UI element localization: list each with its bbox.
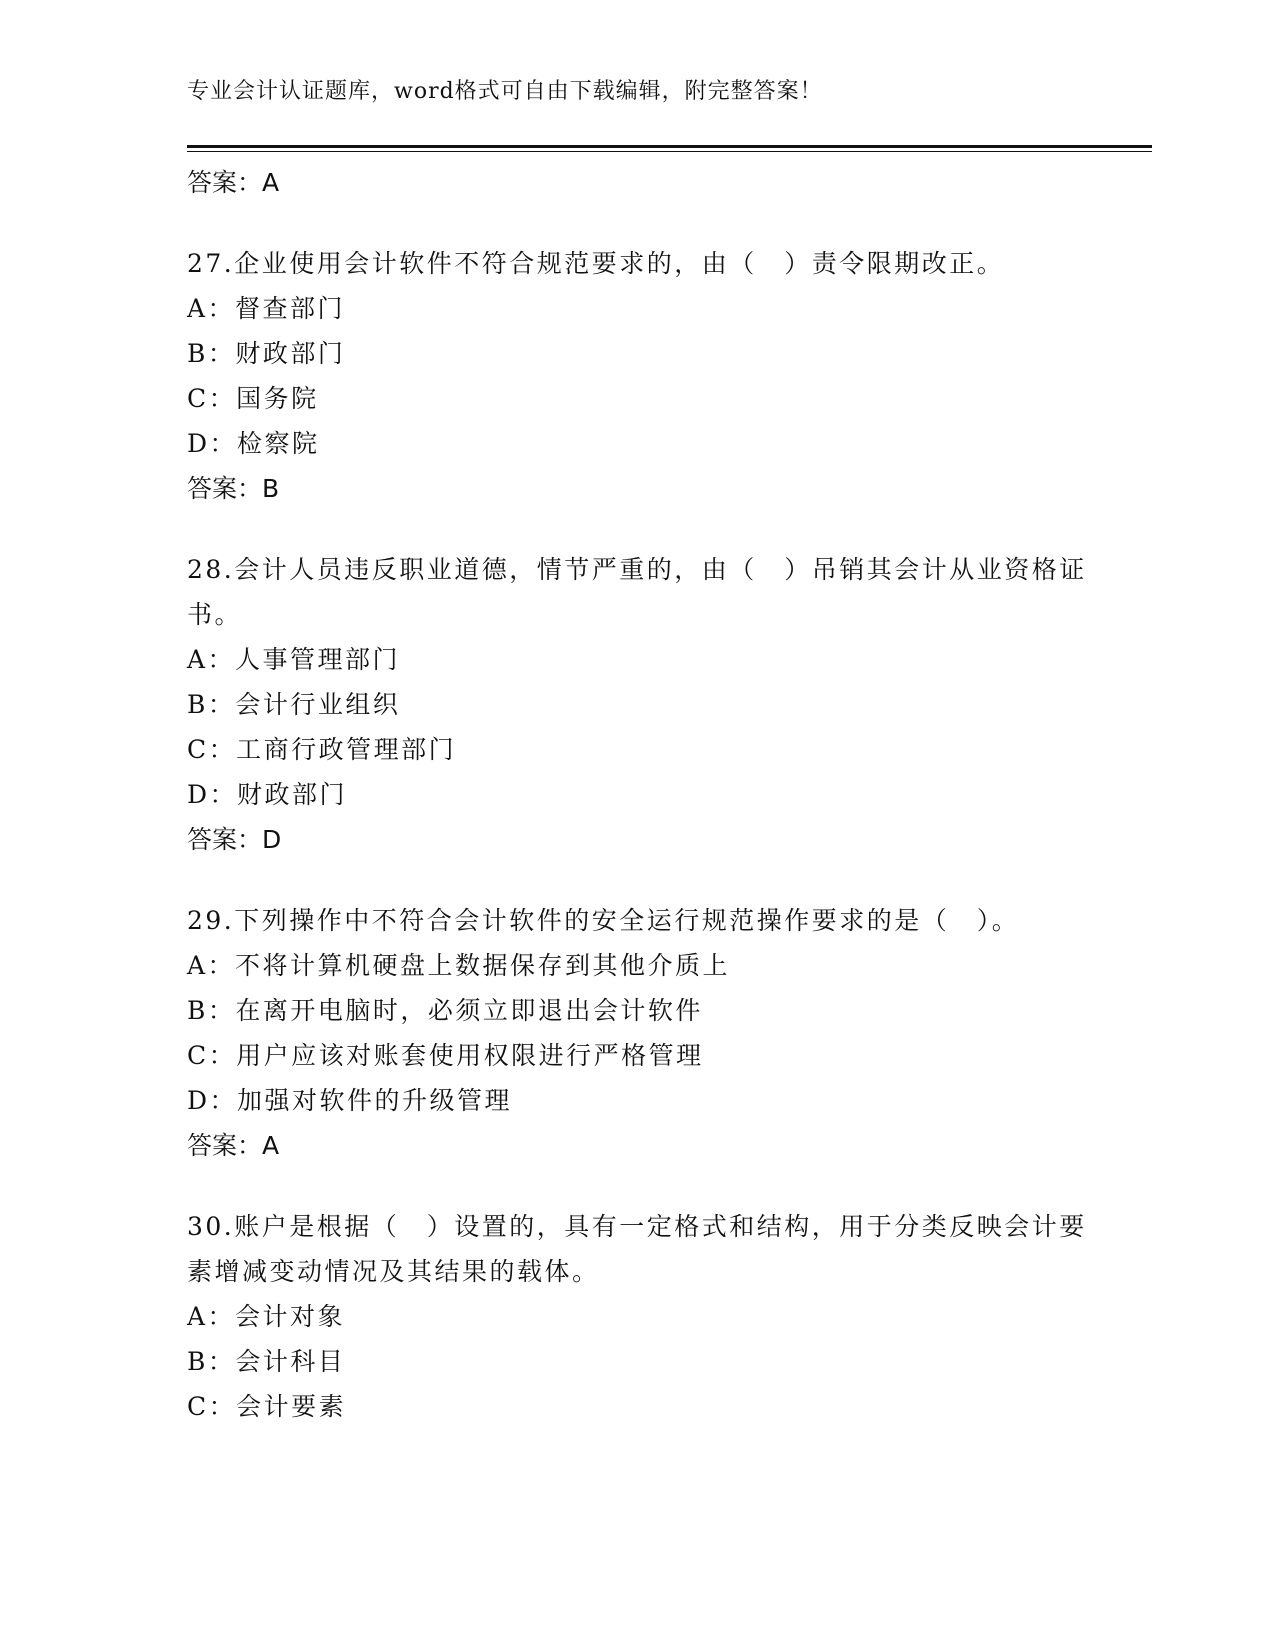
option-b: B：财政部门 (187, 339, 346, 368)
answer-line: 答案：D (187, 825, 282, 854)
question-text: 30.账户是根据（ ）设置的，具有一定格式和结构，用于分类反映会计要素增减变动情况及其结果的载体。 (187, 1212, 1087, 1286)
option-d: D：加强对软件的升级管理 (187, 1086, 513, 1115)
header-rule-thin (187, 151, 1152, 152)
answer-line: 答案：A (187, 1131, 280, 1160)
question-28 (187, 547, 1087, 863)
question-27 (187, 241, 1087, 512)
option-b: B：会计科目 (187, 1347, 346, 1376)
answer-line: 答案：A (187, 168, 280, 197)
option-b: B：在离开电脑时，必须立即退出会计软件 (187, 996, 703, 1025)
option-a: A：不将计算机硬盘上数据保存到其他介质上 (187, 951, 731, 980)
question-30 (187, 1204, 1087, 1429)
option-c: C：用户应该对账套使用权限进行严格管理 (187, 1041, 704, 1070)
question-29 (187, 898, 1087, 1169)
option-d: D：财政部门 (187, 780, 348, 809)
option-c: C：会计要素 (187, 1392, 347, 1421)
question-text: 29.下列操作中不符合会计软件的安全运行规范操作要求的是（ ）。 (187, 906, 1020, 935)
question-text: 27.企业使用会计软件不符合规范要求的，由（ ）责令限期改正。 (187, 249, 1005, 278)
question-text: 28.会计人员违反职业道德，情节严重的，由（ ）吊销其会计从业资格证书。 (187, 555, 1087, 629)
answer-line: 答案：B (187, 474, 280, 503)
option-b: B：会计行业组织 (187, 690, 401, 719)
option-a: A：会计对象 (187, 1302, 346, 1331)
option-c: C：工商行政管理部门 (187, 735, 457, 764)
option-a: A：人事管理部门 (187, 645, 401, 674)
option-a: A：督查部门 (187, 294, 346, 323)
option-d: D：检察院 (187, 429, 320, 458)
option-c: C：国务院 (187, 384, 319, 413)
header-rule-thick (187, 145, 1152, 148)
page-header: 专业会计认证题库，word格式可自由下载编辑，附完整答案！ (187, 79, 823, 104)
question-list (187, 160, 1087, 1429)
